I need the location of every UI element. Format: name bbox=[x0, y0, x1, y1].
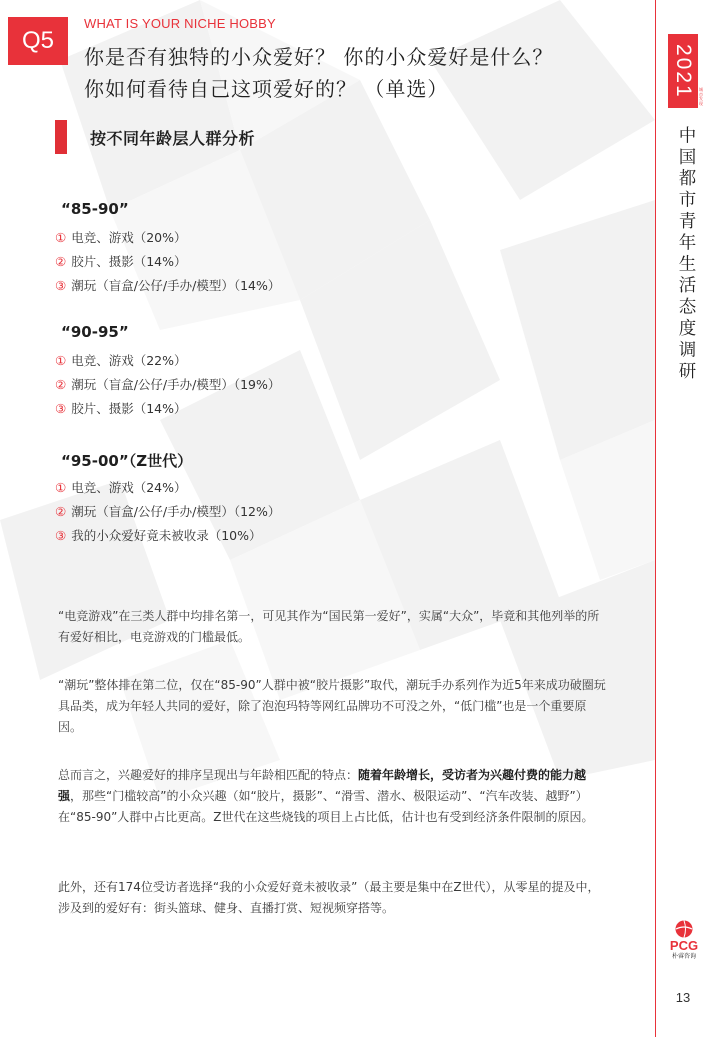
item-text: 电竞、游戏（24%） bbox=[71, 480, 187, 495]
age-group-90-95 bbox=[55, 323, 280, 421]
rank-number: ① bbox=[55, 480, 67, 495]
rank-number: ② bbox=[55, 504, 67, 519]
rank-number: ③ bbox=[55, 278, 67, 293]
item-text: 电竞、游戏（20%） bbox=[71, 230, 187, 245]
report-title-vertical: 中国都市青年生活态度调研 bbox=[676, 126, 696, 383]
list-item bbox=[55, 500, 280, 524]
item-text: 潮玩（盲盒/公仔/手办/模型）（14%） bbox=[71, 278, 281, 293]
list-item bbox=[55, 250, 280, 274]
question-title-line1: 你是否有独特的小众爱好？ 你的小众爱好是什么？ bbox=[84, 45, 554, 69]
list-item bbox=[55, 274, 280, 298]
rank-number: ① bbox=[55, 353, 67, 368]
age-group-title: “85-90” bbox=[61, 200, 129, 218]
item-text: 我的小众爱好竟未被收录（10%） bbox=[71, 528, 262, 543]
age-group-85-90 bbox=[55, 200, 280, 298]
brand-logo bbox=[664, 920, 704, 961]
question-title-line2: 你如何看待自己这项爱好的？ （单选） bbox=[84, 77, 449, 101]
analysis-paragraph-3 bbox=[58, 765, 606, 828]
question-number-badge: Q5 bbox=[8, 17, 68, 65]
year-seal: 城市发现 bbox=[699, 87, 703, 106]
section-title: 按不同年龄层人群分析 bbox=[90, 129, 256, 148]
rank-number: ③ bbox=[55, 401, 67, 416]
item-text: 电竞、游戏（22%） bbox=[71, 353, 187, 368]
analysis-paragraph-1: “电竞游戏”在三类人群中均排名第一，可见其作为“国民第一爱好”，实属“大众”，毕竟和其他列举的所有爱好相比，电竞游戏的门槛最低。 bbox=[58, 609, 600, 644]
paragraph-text: 总而言之，兴趣爱好的排序呈现出与年龄相匹配的特点： bbox=[58, 768, 359, 782]
list-item bbox=[55, 476, 280, 500]
rank-number: ③ bbox=[55, 528, 67, 543]
list-item bbox=[55, 226, 280, 250]
item-text: 胶片、摄影（14%） bbox=[71, 401, 187, 416]
question-eyebrow: WHAT IS YOUR NICHE HOBBY bbox=[84, 16, 276, 31]
list-item bbox=[55, 373, 280, 397]
rank-number: ② bbox=[55, 377, 67, 392]
age-group-title: “90-95” bbox=[61, 323, 129, 341]
item-text: 潮玩（盲盒/公仔/手办/模型）（12%） bbox=[71, 504, 281, 519]
list-item bbox=[55, 349, 280, 373]
item-text: 潮玩（盲盒/公仔/手办/模型）（19%） bbox=[71, 377, 281, 392]
analysis-paragraph-2: “潮玩”整体排在第二位，仅在“85-90”人群中被“胶片摄影”取代，潮玩手办系列作为近5年来成功破圈玩具品类，成为年轻人共同的爱好，除了泡泡玛特等网红品牌功不可没之外，“低门槛”也是一个重要原因。 bbox=[58, 678, 606, 734]
year-badge bbox=[668, 34, 703, 108]
age-group-title: “95-00”（Z世代） bbox=[61, 452, 193, 470]
brand-logo-text: PCG bbox=[669, 938, 699, 953]
page-number: 13 bbox=[675, 990, 691, 1005]
sidebar-divider bbox=[655, 0, 656, 1037]
section-accent-bar bbox=[55, 120, 67, 154]
rank-number: ② bbox=[55, 254, 67, 269]
brand-logo-icon bbox=[675, 920, 693, 938]
brand-logo-subtext: 朴睿咨询 bbox=[671, 953, 696, 960]
analysis-paragraph-4: 此外，还有174位受访者选择“我的小众爱好竟未被收录”（最主要是集中在Z世代），从零星的提及中，涉及到的爱好有：街头篮球、健身、直播打赏、短视频穿搭等。 bbox=[58, 880, 600, 915]
age-group-95-00 bbox=[55, 450, 280, 548]
paragraph-emphasis: 随着年龄增长，受访者为兴趣付费的能力越强 bbox=[58, 768, 587, 803]
rank-number: ① bbox=[55, 230, 67, 245]
paragraph-text: ，那些“门槛较高”的小众兴趣（如“胶片，摄影”、“滑雪、潜水、极限运动”、“汽车改装、越野”）在“85-90”人群中占比更高。Z世代在这些烧钱的项目上占比低，估计也有受到经济条件限制的原因。 bbox=[58, 789, 594, 824]
list-item bbox=[55, 397, 280, 421]
item-text: 胶片、摄影（14%） bbox=[71, 254, 187, 269]
list-item bbox=[55, 524, 280, 548]
year-text: 2021 bbox=[672, 43, 695, 99]
